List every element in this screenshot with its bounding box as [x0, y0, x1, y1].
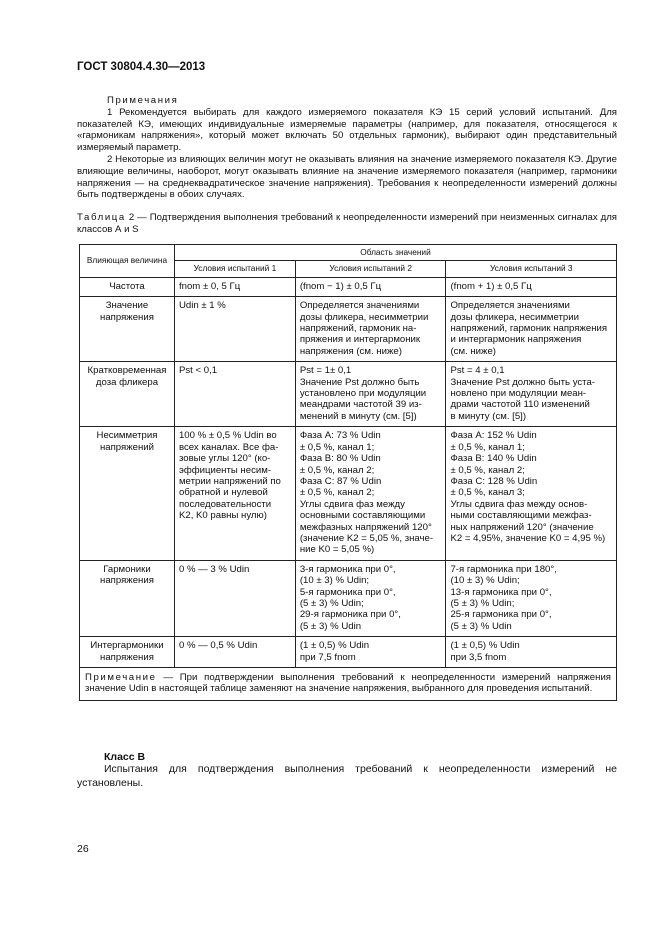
document-header: ГОСТ 30804.4.30—2013 [77, 61, 206, 73]
cell-line: ± 0,5 %, канал 3; [450, 487, 525, 499]
cell-line: при 3,5 fnom [450, 651, 507, 663]
cell-line: драми частотой 110 изменений [450, 399, 590, 411]
column-header-condition-1: Условия испытаний 1 [174, 261, 295, 277]
cell-line: метрии напряжений по [178, 475, 281, 487]
cell-line: (fnom + 1) ± 0,5 Гц [450, 280, 532, 292]
cell-line: Фаза А: 152 % Udin [450, 430, 537, 442]
row-influencing-quantity: Кратковременная доза фликера [80, 362, 175, 427]
table-row [80, 277, 617, 296]
cell-condition-1 [174, 362, 295, 427]
cell-line: напряжений, гармоник на- [299, 323, 417, 335]
column-header-range: Область значений [174, 245, 616, 261]
row-influencing-quantity: Гармоники напряжения [80, 560, 175, 636]
cell-line: K2, K0 равны нулю) [178, 510, 267, 522]
cell-line: основными составляющими [299, 510, 426, 522]
cell-condition-1 [174, 427, 295, 560]
requirements-table [79, 244, 617, 701]
notes-title: Примечания [107, 95, 179, 106]
cell-line: ± 0,5 %, канал 2; [299, 487, 375, 499]
cell-line: напряжения (см. ниже) [299, 345, 402, 357]
cell-condition-3 [446, 362, 617, 427]
cell-condition-2 [295, 277, 446, 296]
cell-line: 0 % — 0,5 % Udin [178, 640, 258, 652]
cell-line: Углы сдвига фаз между основ- [450, 498, 588, 510]
table-note-label: Примечание [85, 672, 157, 683]
table-row [80, 637, 617, 668]
table-row [80, 297, 617, 362]
cell-line: Pst = 4 ± 0,1 [450, 365, 505, 377]
cell-line: Углы сдвига фаз между [299, 498, 405, 510]
cell-line: межфазных напряжений 120° [299, 521, 432, 533]
cell-condition-1 [174, 637, 295, 668]
cell-line: 7-я гармоника при 180°, [450, 563, 557, 575]
cell-line: при 7,5 fnom [299, 651, 356, 663]
note-item: 1 Рекомендуется выбирать для каждого измеряемого показателя КЭ 15 серий условий испытаний. Для показателей КЭ, имеющих индивидуальные измеряемые параметры (например, для показателя, относящегося к «гармоникам напряжения», который может включать 50 отдельных гармоник), выбирают один представительный измеряемый параметр. [77, 106, 617, 154]
cell-line: меандрами частотой 39 из- [299, 399, 422, 411]
cell-condition-2 [295, 427, 446, 560]
cell-line: Фаза В: 140 % Udin [450, 453, 537, 465]
cell-condition-2 [295, 637, 446, 668]
cell-condition-3 [446, 427, 617, 560]
cell-line: 0 % — 3 % Udin [178, 563, 250, 575]
cell-condition-2 [295, 297, 446, 362]
cell-line: (1 ± 0,5) % Udin [450, 640, 520, 652]
column-header-condition-2: Условия испытаний 2 [295, 261, 446, 277]
cell-line: ± 0,5 %, канал 1; [299, 441, 375, 453]
cell-line: Фаза А: 73 % Udin [299, 430, 381, 442]
cell-line: Определяется значениями [299, 300, 420, 312]
cell-condition-1 [174, 277, 295, 296]
cell-line: эффициенты несим- [178, 464, 272, 476]
note-item: 2 Некоторые из влияющих величин могут не оказывать влияния на значение измеряемого показателя КЭ. Другие влияющие величины, наоборот, могут оказывать влияние на значение измеряемого показателя (например, гармоники напряжения — на среднеквадратическое значение напряжения). Требования к неопределенности измерений должны быть подтверждены в обоих случаях. [77, 153, 617, 201]
cell-line: (значение K2 = 5,05 %, значе- [299, 532, 434, 544]
table-caption-text: 2 — Подтверждения выполнения требований к неопределенности измерений при неизменных сигналах для классов А и S [77, 212, 617, 235]
column-header-influencing-quantity: Влияющая величина [80, 245, 175, 278]
row-influencing-quantity: Интергармоники напряжения [80, 637, 175, 668]
class-b-text: Испытания для подтверждения выполнения требований к неопределенности измерений не установлены. [77, 763, 617, 789]
cell-line: обратной и нулевой [178, 487, 268, 499]
cell-condition-3 [446, 637, 617, 668]
cell-condition-2 [295, 560, 446, 636]
table-row [80, 362, 617, 427]
cell-line: Определяется значениями [450, 300, 570, 312]
cell-line: новлено при модуляции меан- [450, 388, 587, 400]
cell-line: K2 = 4,95%, значение K0 = 4,95 %) [450, 532, 606, 544]
cell-line: Значение Pst должно быть уста- [450, 376, 595, 388]
cell-line: (5 ± 3) % Udin [299, 620, 362, 632]
cell-line: Pst < 0,1 [178, 365, 218, 377]
table-row [80, 427, 617, 560]
cell-line: пряжения и интергармоник [299, 334, 421, 346]
cell-line: (5 ± 3) % Udin; [299, 597, 364, 609]
cell-line: Udin ± 1 % [178, 300, 226, 312]
table-caption-label: Таблица [77, 212, 126, 223]
row-influencing-quantity: Значение напряжения [80, 297, 175, 362]
cell-line: зовые углы 120° (ко- [178, 453, 271, 465]
cell-line: Pst = 1± 0,1 [299, 365, 352, 377]
cell-line: ± 0,5 %, канал 2; [299, 464, 375, 476]
cell-line: напряжений, гармоник напряжения [450, 323, 608, 335]
cell-line: и интергармоник напряжения [450, 334, 582, 346]
cell-line: (5 ± 3) % Udin [450, 620, 512, 632]
cell-line: ными составляющими межфаз- [450, 510, 592, 522]
cell-line: ± 0,5 %, канал 2; [450, 464, 525, 476]
cell-line: (1 ± 0,5) % Udin [299, 640, 370, 652]
cell-line: Фаза С: 128 % Udin [450, 475, 538, 487]
cell-condition-3 [446, 560, 617, 636]
cell-condition-2 [295, 362, 446, 427]
cell-line: Фаза С: 87 % Udin [299, 475, 382, 487]
notes-block [77, 95, 617, 201]
cell-line: в минуту (см. [5]) [450, 410, 527, 422]
class-b-title: Класс В [104, 751, 146, 763]
cell-condition-1 [174, 560, 295, 636]
cell-line: 25-я гармоника при 0°, [450, 609, 552, 621]
cell-line: (10 ± 3) % Udin; [450, 575, 520, 587]
cell-line: 29-я гармоника при 0°, [299, 609, 401, 621]
page-number: 26 [77, 843, 89, 855]
row-influencing-quantity: Частота [80, 277, 175, 296]
cell-line: всех каналах. Все фа- [178, 441, 279, 453]
cell-line: установлено при модуляции [299, 388, 427, 400]
table-row [80, 560, 617, 636]
cell-line: 3-я гармоника при 0°, [299, 563, 396, 575]
cell-line: ние K0 = 5,05 %) [299, 544, 375, 556]
cell-line: fnom ± 0, 5 Гц [178, 280, 241, 292]
row-influencing-quantity: Несимметрия напряжений [80, 427, 175, 560]
cell-line: (5 ± 3) % Udin; [450, 597, 515, 609]
cell-line: дозы фликера, несимметрии [450, 311, 579, 323]
table-note [80, 668, 617, 701]
cell-line: 5-я гармоника при 0°, [299, 586, 396, 598]
cell-line: (fnom − 1) ± 0,5 Гц [299, 280, 382, 292]
table-caption [77, 212, 617, 236]
cell-line: последовательности [178, 498, 272, 510]
cell-line: Фаза В: 80 % Udin [299, 453, 381, 465]
cell-line: дозы фликера, несимметрии [299, 311, 429, 323]
cell-line: 100 % ± 0,5 % Udin во [178, 430, 277, 442]
table-note-text: — При подтверждении выполнения требований к неопределенности измерений напряжения значение Udin в настоящей таблице заменяют на значение напряжения, выбранного для проведения испытаний. [85, 672, 611, 695]
column-header-condition-3: Условия испытаний 3 [446, 261, 617, 277]
cell-line: менений в минуту (см. [5]) [299, 410, 417, 422]
cell-line: ± 0,5 %, канал 1; [450, 441, 525, 453]
cell-condition-3 [446, 277, 617, 296]
cell-line: (см. ниже) [450, 345, 496, 357]
cell-line: Значение Pst должно быть [299, 376, 420, 388]
cell-condition-3 [446, 297, 617, 362]
cell-line: (10 ± 3) % Udin; [299, 575, 370, 587]
cell-condition-1 [174, 297, 295, 362]
cell-line: ных напряжений 120° (значение [450, 521, 594, 533]
cell-line: 13-я гармоника при 0°, [450, 586, 552, 598]
